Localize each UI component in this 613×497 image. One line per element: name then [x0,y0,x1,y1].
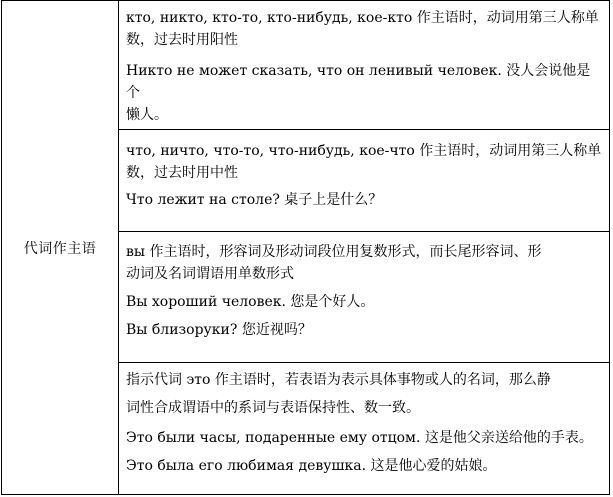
example-text: Никто не может сказать, что он ленивый человек. 没人会说他是个 [126,63,591,101]
rule-text: 数，过去时用中性 [126,165,238,181]
category-label: 代词作主语 [23,240,97,257]
rule-text: 指示代词 это 作主语时，若表语为表示具体事物或人的名词，那么静 [126,372,551,388]
rule-cell [119,1,610,130]
example-text: Это были часы, подаренные ему отцом. 这是他父亲送给他的手表。 [126,430,593,446]
example-text: Что лежит на столе? 桌子上是什么？ [126,192,383,208]
table-row [2,1,610,130]
example-text: 懒人。 [126,107,168,123]
rule-text: 动词及名词谓语用单数形式 [126,266,294,282]
category-cell [2,1,119,495]
rule-cell [119,130,610,232]
rule-text: 数，过去时用阳性 [126,32,238,48]
example-text: Вы хороший человек. 您是个好人。 [126,294,375,310]
rule-cell [119,232,610,363]
grammar-table [1,0,610,495]
rule-cell [119,363,610,495]
rule-text: 词性合成谓语中的系词与表语保持性、数一致。 [126,400,420,416]
example-text: Это была его любимая девушка. 这是他心爱的姑娘。 [126,458,497,474]
example-text: Вы близоруки? 您近视吗？ [126,322,312,338]
rule-text: что, ничто, что-то, что-нибудь, кое-что 作主语时，动词用第三人称单 [126,143,602,159]
rule-text: кто, никто, кто-то, кто-нибудь, кое-кто 作主语时，动词用第三人称单 [126,10,599,26]
rule-text: вы 作主语时，形容词及形动词段位用复数形式，而长尾形容词、形 [126,244,542,260]
